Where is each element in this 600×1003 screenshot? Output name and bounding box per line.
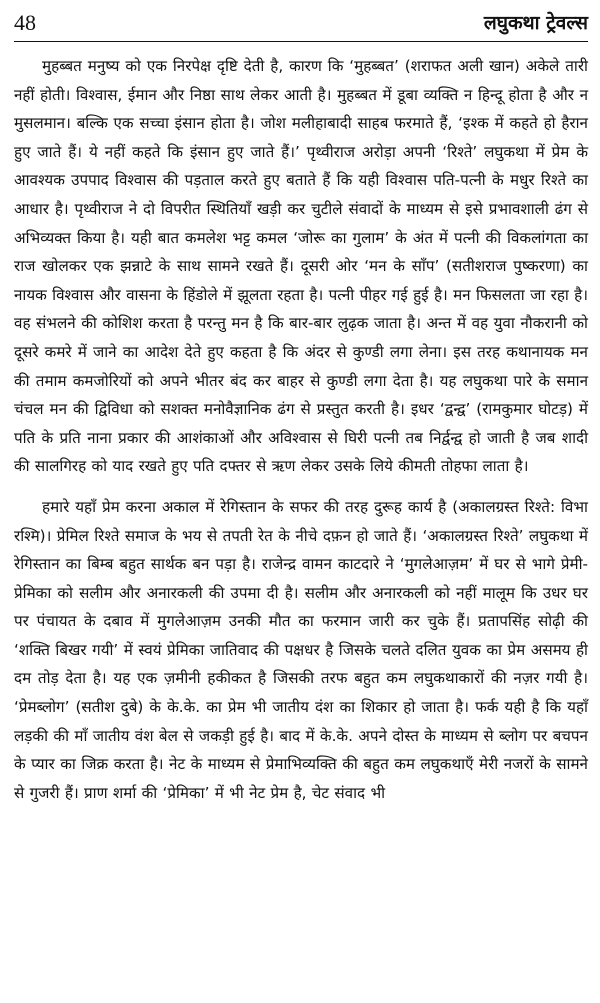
running-title: लघुकथा ट्रेवल्स: [483, 12, 588, 34]
page-number: 48: [14, 10, 36, 35]
page-header: [14, 6, 588, 36]
body-paragraph-2: हमारे यहाँ प्रेम करना अकाल में रेगिस्तान के सफर की तरह दुरूह कार्य है (अकालग्रस्त रिश्ते: विभा रश्मि)। प्रेमिल रिश्ते समाज के भय से तपती रेत के नीचे दफ़न हो जाते हैं। ‘अकालग्रस्त रिश्ते’ लघुकथा में रेगिस्तान का बिम्ब बहुत सार्थक बन पड़ा है। राजेन्द्र वामन काटदारे ने ‘मुगलेआज़म’ में घर से भागे प्रेमी-प्रेमिका को सलीम और अनारकली की उपमा दी है। सलीम और अनारकली को नहीं मालूम कि उधर घर पर पंचायत के दबाव में मुगलेआज़म उनकी मौत का फरमान जारी कर चुके हैं। प्रतापसिंह सोढ़ी की ‘शक्ति बिखर गयी’ में स्वयं प्रेमिका जातिवाद की पक्षधर है जिसके चलते दलित युवक का प्रेम असमय ही दम तोड़ देता है। यह एक ज़मीनी हकीकत है जिसकी तरफ बहुत कम लघुकथाकारों की नज़र गयी है। ‘प्रेमब्लोग’ (सतीश दुबे) के के.के. का प्रेम भी जातीय दंश का शिकार हो जाता है। फर्क यही है कि यहाँ लड़की की माँ जातीय वंश बेल से जकड़ी हुई है। बाद में के.के. अपने दोस्त के माध्यम से ब्लोग पर बचपन के प्यार का जिक्र करता है। नेट के माध्यम से प्रेमाभिव्यक्ति की बहुत कम लघुकथाएँ मेरी नजरों के सामने से गुजरी हैं। प्राण शर्मा की ‘प्रेमिका’ में भी नेट प्रेम है, चेट संवाद भी: [14, 497, 588, 802]
body-paragraph-1: मुहब्बत मनुष्य को एक निरपेक्ष दृष्टि देती है, कारण कि ‘मुहब्बत’ (शराफत अली खान) अकेले तारी नहीं होती। विश्वास, ईमान और निष्ठा साथ लेकर आती है। मुहब्बत में डूबा व्यक्ति न हिन्दू होता है और न मुसलमान। बल्कि एक सच्चा इंसान होता है। जोश मलीहाबादी साहब फरमाते हैं, ‘इश्क में कहते हो हैरान हुए जाते हैं। ये नहीं कहते कि इंसान हुए जाते हैं।’ पृथ्वीराज अरोड़ा अपनी ‘रिश्ते’ लघुकथा में प्रेम के आवश्यक उपपाद विश्वास की पड़ताल करते हुए बताते हैं कि यही विश्वास पति-पत्नी के मधुर रिश्ते का आधार है। पृथ्वीराज ने दो विपरीत स्थितियाँ खड़ी कर चुटीले संवादों के माध्यम से इसे प्रभावशाली ढंग से अभिव्यक्त किया है। यही बात कमलेश भट्ट कमल ‘जोरू का गुलाम’ के अंत में पत्नी की विकलांगता का राज खोलकर एक झन्नाटे के साथ सामने रखते हैं। दूसरी ओर ‘मन के साँप’ (सतीशराज पुष्करणा) का नायक विश्वास और वासना के हिंडोले में झूलता रहता है। पत्नी पीहर गई हुई है। मन फिसलता जा रहा है। वह संभलने की कोशिश करता है परन्तु मन है कि बार-बार लुढ़क जाता है। अन्त में वह युवा नौकरानी को दूसरे कमरे में जाने का आदेश देते हुए कहता है कि अंदर से कुण्डी लगा लेना। इस तरह कथानायक मन की तमाम कमजोरियों को अपने भीतर बंद कर बाहर से कुण्डी लगा देता है। यह लघुकथा पारे के समान चंचल मन की द्विविधा को सशक्त मनोवैज्ञानिक ढंग से प्रस्तुत करती है। इधर ‘द्वन्द्व’ (रामकुमार घोटड़) में पति के प्रति नाना प्रकार की आशंकाओं और अविश्वास से घिरी पत्नी तब निर्द्वन्द्व हो जाती है जब शादी की सालगिरह को याद रखते हुए पति दफ्तर से ऋण लेकर उसके लिये कीमती तोहफा लाता है।: [14, 57, 588, 476]
header-rule: [14, 41, 588, 42]
